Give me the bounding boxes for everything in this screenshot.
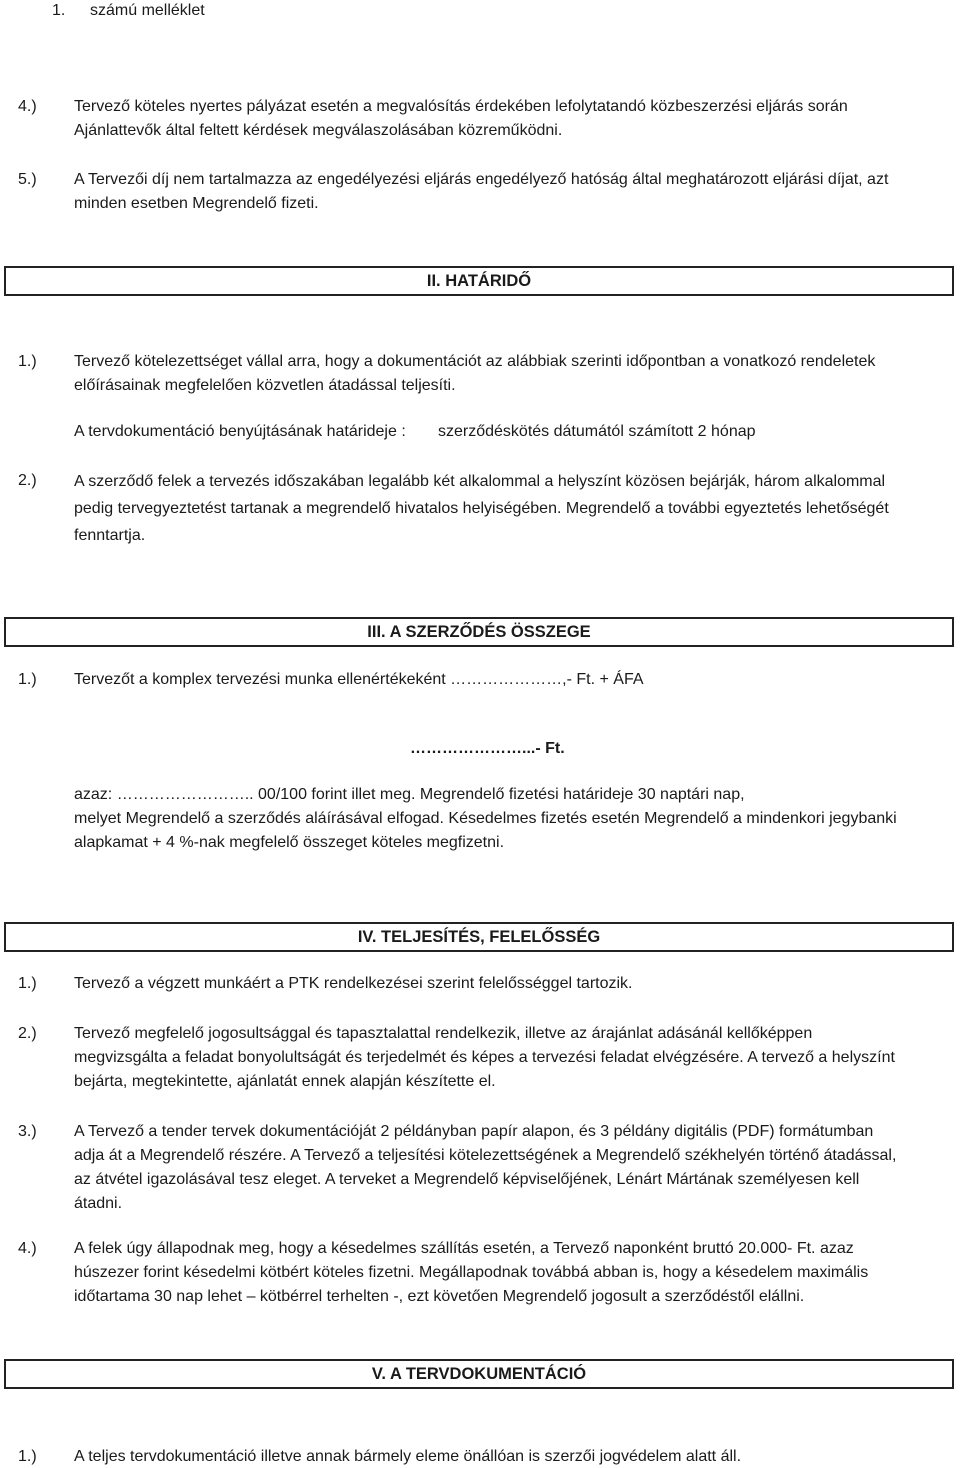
section-3-item-1-line-1: Tervezőt a komplex tervezési munka ellenértékeként …………………,- Ft. + ÁFA: [74, 671, 644, 688]
item-4-number: 4.): [18, 98, 37, 115]
item-4-text: [74, 95, 944, 143]
item-5-text: [74, 168, 944, 216]
section-4-item-2-line-1: Tervező megfelelő jogosultsággal és tapasztalattal rendelkezik, illetve az árajánlat adásánál kellőképpen: [74, 1025, 813, 1042]
section-4-item-3-line-4: átadni.: [74, 1195, 123, 1212]
section-3-item-1-line-4: alapkamat + 4 %-nak megfelelő összeget köteles megfizetni.: [74, 834, 505, 851]
section-4-item-4-number: 4.): [18, 1240, 37, 1257]
section-2-heading: II. HATÁRIDŐ: [4, 266, 954, 296]
section-4-item-3-text: [74, 1120, 944, 1216]
section-3-item-1-text: [74, 783, 944, 855]
section-4-item-2-line-3: bejárta, megtekintette, ajánlatát ennek alapján készítette el.: [74, 1073, 496, 1090]
section-4-item-4-line-1: A felek úgy állapodnak meg, hogy a késedelmes szállítás esetén, a Tervező naponként bruttó 20.000- Ft. azaz: [74, 1240, 854, 1257]
section-4-item-1-line-1: Tervező a végzett munkáért a PTK rendelkezései szerint felelősséggel tartozik.: [74, 975, 633, 992]
section-4-item-4-line-3: időtartama 30 nap lehet – kötbérrel terhelten -, ezt követően Megrendelő jogosult a szerződéstől elállni.: [74, 1288, 805, 1305]
section-2-item-1-text: [74, 350, 944, 398]
item-5-line-2: minden esetben Megrendelő fizeti.: [74, 195, 319, 212]
section-4-item-4-text: [74, 1237, 944, 1309]
deadline-value: szerződéskötés dátumától számított 2 hónap: [438, 423, 756, 440]
section-4-item-1-number: 1.): [18, 975, 37, 992]
section-4-item-3-line-2: adja át a Megrendelő részére. A Tervező a teljesítési kötelezettségének a Megrendelő székhelyén történő átadással,: [74, 1147, 897, 1164]
section-4-item-3-line-3: az átvétel igazolásával tesz eleget. A terveket a Megrendelő képviselőjének, Lénárt Mártának személyesen kell: [74, 1171, 860, 1188]
deadline-label: A tervdokumentáció benyújtásának határideje :: [74, 423, 406, 440]
section-2-item-1-line-1: Tervező kötelezettséget vállal arra, hogy a dokumentációt az alábbiak szerinti időpontban a vonatkozó rendeletek: [74, 353, 876, 370]
section-4-item-2-text: [74, 1022, 944, 1094]
attachment-label: számú melléklet: [90, 2, 205, 19]
section-2-item-2-line-1: A szerződő felek a tervezés időszakában legalább két alkalommal a helyszínt közösen bejárják, három alkalommal: [74, 473, 886, 490]
section-2-item-2-line-2: pedig tervegyeztetést tartanak a megrendelő hivatalos helyiségében. Megrendelő a további egyeztetés lehetőségét: [74, 500, 889, 517]
section-4-item-4-line-2: húszezer forint késedelmi kötbért köteles fizetni. Megállapodnak továbbá abban is, hogy a késedelem maximális: [74, 1264, 869, 1281]
amount-blank: …………………...- Ft.: [410, 740, 565, 757]
section-5-item-1-number: 1.): [18, 1448, 37, 1465]
item-4-line-1: Tervező köteles nyertes pályázat esetén a megvalósítás érdekében lefolytatandó közbeszerzési eljárás során: [74, 98, 848, 115]
attachment-number: 1.: [52, 2, 66, 19]
section-4-item-3-line-1: A Tervező a tender tervek dokumentációját 2 példányban papír alapon, és 3 példány digitális (PDF) formátumban: [74, 1123, 874, 1140]
item-5-number: 5.): [18, 171, 37, 188]
section-2-item-2-number: 2.): [18, 472, 37, 489]
section-3-item-1-number: 1.): [18, 671, 37, 688]
item-5-line-1: A Tervezői díj nem tartalmazza az engedélyezési eljárás engedélyező hatóság által meghatározott eljárási díjat, azt: [74, 171, 889, 188]
section-4-item-3-number: 3.): [18, 1123, 37, 1140]
section-2-item-2-text: [74, 468, 944, 549]
section-2-item-1-line-2: előírásainak megfelelően közvetlen átadással teljesíti.: [74, 377, 456, 394]
section-4-heading: IV. TELJESÍTÉS, FELELŐSSÉG: [4, 922, 954, 952]
section-3-item-1-line-2: azaz: …………………….. 00/100 forint illet meg. Megrendelő fizetési határideje 30 naptári nap,: [74, 786, 745, 803]
section-5-heading: V. A TERVDOKUMENTÁCIÓ: [4, 1359, 954, 1389]
section-2-item-1-number: 1.): [18, 353, 37, 370]
section-3-heading: III. A SZERZŐDÉS ÖSSZEGE: [4, 617, 954, 647]
section-4-item-2-line-2: megvizsgálta a feladat bonyolultságát és terjedelmét és képes a tervezési feladat elvégzésére. A tervező a helyszínt: [74, 1049, 895, 1066]
item-4-line-2: Ajánlattevők által feltett kérdések megválaszolásában közreműködni.: [74, 122, 563, 139]
section-4-item-2-number: 2.): [18, 1025, 37, 1042]
section-3-item-1-line-3: melyet Megrendelő a szerződés aláírásával elfogad. Késedelmes fizetés esetén Megrendelő a mindenkori jegybanki: [74, 810, 897, 827]
section-2-item-2-line-3: fenntartja.: [74, 527, 146, 544]
section-5-item-1-line-1: A teljes tervdokumentáció illetve annak bármely eleme önállóan is szerzői jogvédelem alatt áll.: [74, 1448, 742, 1465]
